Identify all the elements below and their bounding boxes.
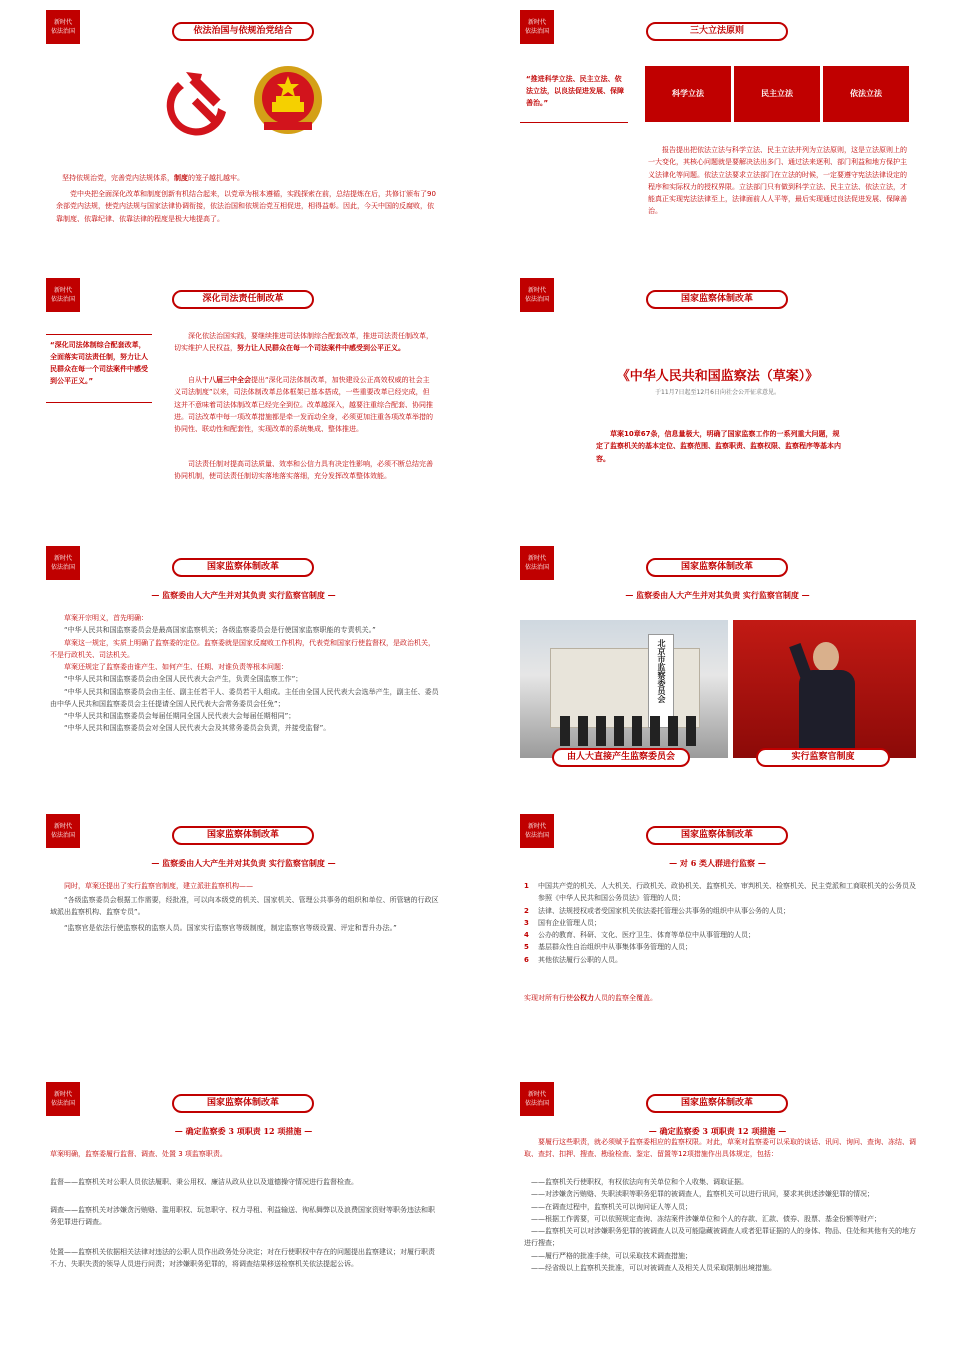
slide-title: 国家监察体制改革 — [172, 558, 314, 577]
logo-badge: 新时代 依法治国 — [520, 1082, 554, 1116]
slide-subtitle: — 监察委由人大产生并对其负责 实行监察官制度 — — [151, 590, 336, 600]
paragraph-1: 坚持依规治党，完善党内法规体系，制度的笼子越扎越牢。 — [62, 174, 244, 182]
paragraph-3: 司法责任制对提高司法质量、效率和公信力具有决定性影响，必须不断总结完善协同机制，使司法责任制切实落地落实落细，充分发挥改革整体效能。 — [174, 460, 433, 481]
body-line: 草案这一规定，实质上明确了监察委的定位。监察委就是国家反腐败工作机构，代表党和国家行使监督权，是政治机关，不是行政机关、司法机关。 — [50, 638, 435, 659]
list-item — [524, 954, 916, 966]
slide-2 — [520, 10, 960, 260]
logo-badge: 新时代 依法治国 — [46, 814, 80, 848]
list-item: ——经省级以上监察机关批准，可以对被调查人及相关人员采取限制出境措施。 — [531, 1263, 776, 1272]
body-line: “中华人民共和国监察委员会由主任、副主任若干人、委员若干人组成。主任由全国人民代表大会选举产生，副主任、委员由中华人民共和国监察委员会主任提请全国人民代表大会常务委员会任免”； — [50, 687, 439, 708]
body-line: “中华人民共和国监察委员会对全国人民代表大会及其常务委员会负责，并接受监督”。 — [64, 724, 331, 733]
slide-subtitle: — 确定监察委 3 项职责 12 项措施 — — [174, 1126, 313, 1136]
party-emblem-icon — [158, 66, 240, 138]
slide-6 — [520, 546, 960, 796]
slide-subtitle: — 确定监察委 3 项职责 12 项措施 — — [648, 1126, 787, 1136]
list-number: 1 — [524, 882, 529, 890]
logo-badge: 新时代 依法治国 — [46, 10, 80, 44]
list-text: 中国共产党的机关、人大机关、行政机关、政协机关、监察机关、审判机关、检察机关、民主党派和工商联机关的公务员及参照《中华人民共和国公务员法》管理的人员； — [538, 882, 916, 903]
paragraph-4: 处置——监察机关依据相关法律对违法的公职人员作出政务处分决定；对在行使职权中存在的问题提出监察建议；对履行职责不力、失职失责的领导人员进行问责；对涉嫌职务犯罪的，将调查结果移送检察机关依法提起公诉。 — [50, 1248, 435, 1269]
slide-title: 国家监察体制改革 — [172, 1094, 314, 1113]
slide-title: 深化司法责任制改革 — [172, 290, 314, 309]
body-line: 草案还规定了监察委由谁产生、如何产生、任期、对谁负责等根本问题： — [64, 663, 288, 671]
logo-badge: 新时代 依法治国 — [46, 546, 80, 580]
caption-1: 由人大直接产生监察委员会 — [552, 748, 690, 767]
slide-title: 依法治国与依规治党结合 — [172, 22, 314, 41]
body-lines — [50, 612, 440, 735]
list-item — [524, 929, 916, 941]
slide-8 — [520, 814, 960, 1064]
body-line: “中华人民共和国监察委员会是最高国家监察机关；各级监察委员会是行使国家监察职能的专责机关。” — [64, 626, 376, 635]
paragraph-2: 党中央把全面深化改革和制度创新有机结合起来，以党章为根本遵循，实践探索在前，总结提炼在后，共修订颁布了90余部党内法规，使党内法规与国家法律协调衔接，依法治国和依规治党互相促进，相得益彰。因此，今天中国的反腐败，依靠制度、依靠纪律、依靠法律的程度是极大地提高了。 — [56, 190, 436, 223]
list-item: ——监察机关可以对涉嫌职务犯罪的被调查人以及可能隐藏被调查人或者犯罪证据的人的身体、物品、住处和其他有关的地方进行搜查； — [524, 1227, 916, 1248]
slide-5 — [46, 546, 486, 796]
category-list — [524, 880, 916, 966]
list-item: ——监察机关行使职权，有权依法向有关单位和个人收集、调取证据。 — [531, 1178, 748, 1186]
paragraph-2: “各级监察委员会根据工作需要，经批准，可以向本级党的机关、国家机关、管理公共事务的组织和单位、所管辖的行政区域派出监察机构、监察专员”。 — [50, 896, 439, 917]
quote-rule — [520, 122, 628, 123]
list-text: 基层群众性自治组织中从事集体事务管理的人员； — [538, 943, 692, 952]
speaker-body — [799, 670, 855, 758]
list-number: 4 — [524, 931, 529, 939]
body-line: “中华人民共和国监察委员会每届任期同全国人民代表大会每届任期相同”； — [64, 712, 296, 720]
list-number: 5 — [524, 943, 529, 952]
intro: 要履行这些职责，就必须赋予监察委相应的监察权限。对此，草案对监察委可以采取的谈话、讯问、询问、查询、冻结、调取、查封、扣押、搜查、勘验检查、鉴定、留置等12项措施作出具体规定，包括： — [524, 1138, 916, 1159]
list-text: 公办的教育、科研、文化、医疗卫生、体育等单位中从事管理的人员； — [538, 931, 755, 939]
principle-box-3: 依法立法 — [823, 66, 909, 122]
slide-title: 国家监察体制改革 — [646, 558, 788, 577]
list-number: 3 — [524, 918, 529, 927]
body-line: “中华人民共和国监察委员会由全国人民代表大会产生，负责全国监察工作”； — [64, 675, 303, 684]
logo-badge: 新时代 依法治国 — [520, 10, 554, 44]
measure-list — [524, 1176, 916, 1274]
sign-text: 北京市监察委员会 — [657, 639, 666, 703]
quote: “深化司法体制综合配套改革，全面落实司法责任制，努力让人民群众在每一个司法案件中感受到公平正义。” — [50, 341, 148, 385]
paragraph-1: 草案明确，监察委履行监督、调查、处置 3 项监察职责。 — [50, 1150, 227, 1158]
list-text: 其他依法履行公职的人员。 — [538, 955, 622, 964]
list-item — [524, 880, 916, 905]
slide-title: 国家监察体制改革 — [646, 826, 788, 845]
sign-board — [648, 634, 674, 728]
logo-badge: 新时代 依法治国 — [520, 546, 554, 580]
logo-badge: 新时代 依法治国 — [46, 278, 80, 312]
list-text: 法律、法规授权或者受国家机关依法委托管理公共事务的组织中从事公务的人员； — [538, 906, 790, 915]
paragraph-3: “监察官是依法行使监察权的监察人员。国家实行监察官等级制度，制定监察官等级设置、评定和晋升办法。” — [64, 924, 397, 932]
principle-box-1: 科学立法 — [645, 66, 731, 122]
quote-rule-bottom — [46, 402, 152, 403]
photo-building — [520, 620, 728, 758]
footer-statement: 实现对所有行使公权力人员的监察全覆盖。 — [524, 994, 657, 1002]
list-item: ——对涉嫌贪污贿赂、失职渎职等职务犯罪的被调查人，监察机关可以进行讯问，要求其供述涉嫌犯罪的情况； — [531, 1190, 874, 1199]
speaker-head — [813, 642, 839, 672]
slide-7 — [46, 814, 486, 1064]
logo-badge: 新时代 依法治国 — [46, 1082, 80, 1116]
national-emblem-icon — [250, 62, 326, 140]
slide-1 — [46, 10, 486, 260]
slide-9 — [46, 1082, 486, 1332]
slide-title: 国家监察体制改革 — [646, 290, 788, 309]
slide-title: 国家监察体制改革 — [172, 826, 314, 845]
slide-subtitle: — 监察委由人大产生并对其负责 实行监察官制度 — — [151, 858, 336, 868]
paragraph-1: 同时，草案还提出了实行监察官制度，建立派驻监察机构—— — [64, 882, 253, 890]
paragraph-1: 深化依法治国实践，要继续推进司法体制综合配套改革，推进司法责任制改革，切实维护人民权益，努力让人民群众在每一个司法案件中感受到公平正义。 — [174, 332, 433, 353]
list-item: ——在调查过程中，监察机关可以询问证人等人员； — [531, 1202, 692, 1211]
principle-box-2: 民主立法 — [734, 66, 820, 122]
paragraph: 报告提出把依法立法与科学立法、民主立法并列为立法原则，这是立法原则上的一大变化，其核心问题就是要解决法出多门、通过法来逐利、部门利益和地方保护主义法律化等问题。依法立法要求立法部门在立法的时候，一定要遵守宪法法律设定的程序和实际权力的授权界限。立法部门只有做到科学立法、民主立法、依法立法，才能真正实现宪法法律至上，法律面前人人平等，最后实现通过良法促进发展、保障善治。 — [648, 146, 907, 216]
list-item: ——履行严格的批准手续，可以采取技术调查措施； — [531, 1251, 692, 1260]
law-title: 《中华人民共和国监察法（草案）》 — [616, 369, 819, 384]
people-group — [560, 716, 700, 746]
paragraph-2: 自从十八届三中全会提出“深化司法体制改革，加快建设公正高效权威的社会主义司法制度”以来，司法体制改革总体框架已基本搭成，一些重要改革已经完成，但这并不意味着司法体制改革已经完全到位。改革越深入，越要注重综合配套、协同推进。司法改革中每一项改革措施都是牵一发而动全身，必须更加注重各项改革举措的协同性、联动性和配套性，实现改革的系统集成、整体推进。 — [174, 376, 433, 433]
caption-2: 实行监察官制度 — [756, 748, 890, 767]
slide-title: 国家监察体制改革 — [646, 1094, 788, 1113]
speaker-arm — [789, 643, 813, 681]
logo-badge: 新时代 依法治国 — [520, 278, 554, 312]
body-line: 草案开宗明义，首先明确： — [64, 614, 148, 622]
photo-oath — [733, 620, 916, 758]
logo-badge: 新时代 依法治国 — [520, 814, 554, 848]
law-subtitle: 于11月7日起至12月6日向社会公开征求意见。 — [655, 389, 780, 396]
slide-subtitle: — 监察委由人大产生并对其负责 实行监察官制度 — — [625, 590, 810, 600]
list-item — [524, 917, 916, 929]
paragraph-2: 监督——监察机关对公职人员依法履职、秉公用权、廉洁从政从业以及道德操守情况进行监督检查。 — [50, 1178, 358, 1186]
list-item: ——根据工作需要，可以依照规定查询、冻结案件涉嫌单位和个人的存款、汇款、债券、股票、基金份额等财产； — [531, 1214, 881, 1223]
slide-10 — [520, 1082, 960, 1332]
list-text: 国有企业管理人员； — [538, 918, 601, 927]
quote: “推进科学立法、民主立法、依法立法，以良法促进发展、保障善治。” — [526, 75, 624, 107]
slide-subtitle: — 对 6 类人群进行监察 — — [669, 858, 766, 868]
list-item — [524, 905, 916, 917]
paragraph: 草案10章67条，信息量极大，明确了国家监察工作的一系列重大问题，规定了监察机关的基本定位、监察范围、监察职责、监察权限、监察程序等基本内容。 — [596, 430, 841, 463]
list-number: 2 — [524, 906, 529, 915]
paragraph-3: 调查——监察机关对涉嫌贪污贿赂、滥用职权、玩忽职守、权力寻租、利益输送、徇私舞弊以及浪费国家资财等职务违法和职务犯罪进行调查。 — [50, 1206, 435, 1227]
slide-title: 三大立法原则 — [646, 22, 788, 41]
slide-4 — [520, 278, 960, 528]
list-number: 6 — [524, 955, 529, 964]
slide-3 — [46, 278, 486, 528]
list-item — [524, 941, 916, 953]
quote-rule-top — [46, 334, 152, 335]
